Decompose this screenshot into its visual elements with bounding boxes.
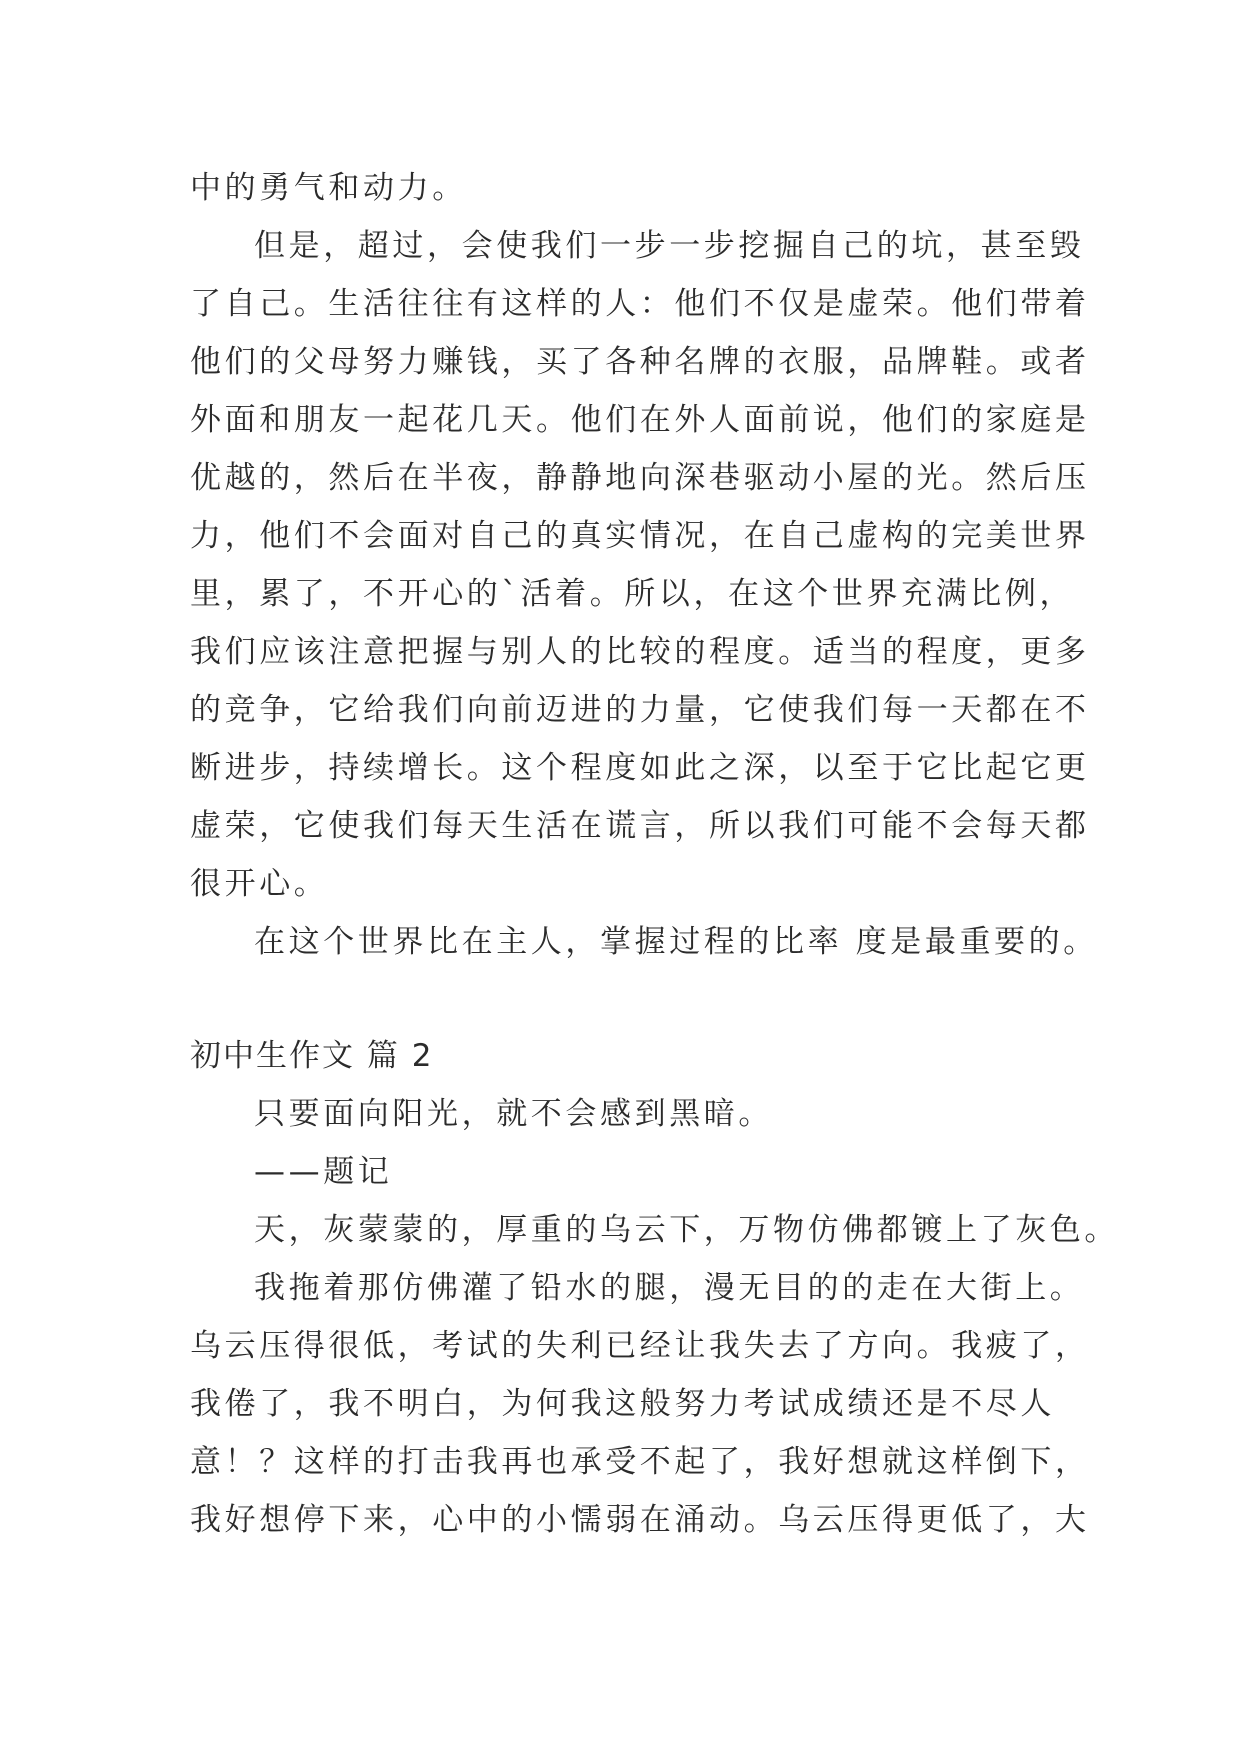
- epigraph-line: 只要面向阳光，就不会感到黑暗。: [254, 1096, 773, 1132]
- epigraph-attribution: ——题记: [254, 1154, 393, 1190]
- paragraph-line: 中的勇气和动力。: [190, 170, 467, 206]
- paragraph-line: 天，灰蒙蒙的，厚重的乌云下，万物仿佛都镀上了灰色。: [254, 1212, 1119, 1248]
- paragraph-line: 外面和朋友一起花几天。他们在外人面前说，他们的家庭是: [190, 402, 1090, 438]
- paragraph-line: 断进步，持续增长。这个程度如此之深，以至于它比起它更: [190, 750, 1090, 786]
- paragraph-line: 的竞争，它给我们向前迈进的力量，它使我们每一天都在不: [190, 692, 1090, 728]
- section-heading: 初中生作文 篇 2: [190, 1038, 434, 1074]
- paragraph-line: 优越的，然后在半夜，静静地向深巷驱动小屋的光。然后压: [190, 460, 1090, 496]
- paragraph-line: 虚荣，它使我们每天生活在谎言，所以我们可能不会每天都: [190, 808, 1090, 844]
- paragraph-line: 但是，超过，会使我们一步一步挖掘自己的坑，甚至毁: [254, 228, 1085, 264]
- paragraph-line: 在这个世界比在主人，掌握过程的比率 度是最重要的。: [254, 924, 1098, 960]
- paragraph-line: 里，累了，不开心的`活着。所以，在这个世界充满比例，: [190, 576, 1075, 612]
- paragraph-line: 意！？这样的打击我再也承受不起了，我好想就这样倒下，: [190, 1444, 1090, 1480]
- paragraph-line: 力，他们不会面对自己的真实情况，在自己虚构的完美世界: [190, 518, 1090, 554]
- paragraph-line: 了自己。生活往往有这样的人：他们不仅是虚荣。他们带着: [190, 286, 1090, 322]
- paragraph-line: 我倦了，我不明白，为何我这般努力考试成绩还是不尽人: [190, 1386, 1055, 1422]
- paragraph-line: 我好想停下来，心中的小懦弱在涌动。乌云压得更低了，大: [190, 1502, 1090, 1538]
- paragraph-line: 我们应该注意把握与别人的比较的程度。适当的程度，更多: [190, 634, 1090, 670]
- paragraph-line: 乌云压得很低，考试的失利已经让我失去了方向。我疲了，: [190, 1328, 1090, 1364]
- paragraph-line: 我拖着那仿佛灌了铅水的腿，漫无目的的走在大街上。: [254, 1270, 1085, 1306]
- paragraph-line: 他们的父母努力赚钱，买了各种名牌的衣服，品牌鞋。或者: [190, 344, 1090, 380]
- paragraph-line: 很开心。: [190, 866, 329, 902]
